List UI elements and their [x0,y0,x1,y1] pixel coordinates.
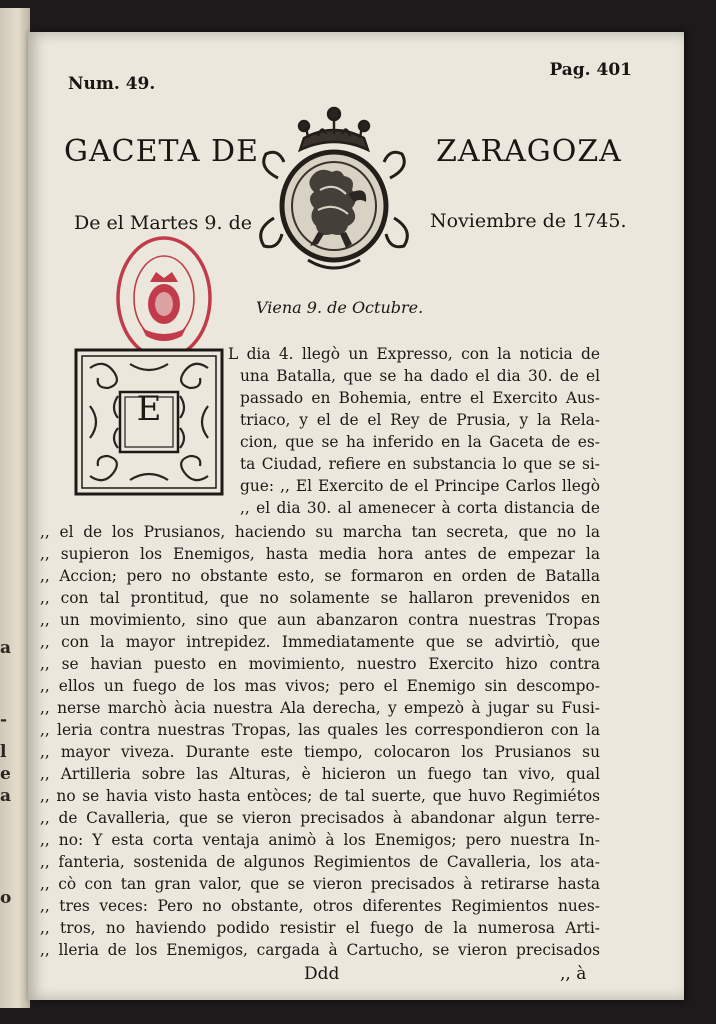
article-line: ,, cò con tan gran valor, que se vieron precisados à retirarse hasta [40,875,600,893]
article-line: ,, Accion; pero no obstante esto, se formaron en orden de Batalla [40,567,600,585]
issue-date-left: De el Martes 9. de [74,212,252,234]
article-line: ,, un movimiento, sino que aun abanzaron contra nuestras Tropas [40,611,600,629]
article-line: ,, el de los Prusianos, haciendo su marcha tan secreta, que no la [40,523,600,541]
article-line: ,, ellos un fuego de los mas vivos; pero el Enemigo sin descompo- [40,677,600,695]
article-line: una Batalla, que se ha dado el dia 30. de el [240,367,600,385]
article-line: ta Ciudad, refiere en substancia lo que se si- [240,455,600,473]
article-line: cion, que se ha inferido en la Gaceta de es- [240,433,600,451]
page-number: Pag. 401 [549,60,632,80]
article-line: triaco, y el de el Rey de Prusia, y la Rela- [240,411,600,429]
article-line: ,, fanteria, sostenida de algunos Regimientos de Cavalleria, los ata- [40,853,600,871]
article-line: ,, no se havia visto hasta entòces; de tal suerte, que huvo Regimiétos [40,787,600,805]
article-line: ,, tros, no haviendo podido resistir el fuego de la numerosa Arti- [40,919,600,937]
article-line: ,, no: Y esta corta ventaja animò à los Enemigos; pero nuestra In- [40,831,600,849]
article-line: passado en Bohemia, entre el Exercito Aus- [240,389,600,407]
left-page-fragment: a [0,786,12,806]
issue-number: Num. 49. [68,74,156,94]
article-line: gue: ,, El Exercito de el Principe Carlos llegò [240,477,600,495]
catchword: ,, à [560,964,587,984]
article-dateline: Viena 9. de Octubre. [256,298,424,317]
zaragoza-crest-icon [248,98,420,278]
article-line: ,, de Cavalleria, que se vieron precisados à abandonar algun terre- [40,809,600,827]
article-line: ,, con tal prontitud, que no solamente se hallaron prevenidos en [40,589,600,607]
left-page-fragment: o [0,888,12,908]
article-line: ,, leria contra nuestras Tropas, las quales les correspondieron con la [40,721,600,739]
article-line: ,, nerse marchò àcia nuestra Ala derecha, y empezò à jugar su Fusi- [40,699,600,717]
article-line: ,, mayor viveza. Durante este tiempo, colocaron los Prusianos su [40,743,600,761]
left-page-fragment: l [0,742,7,762]
issue-date-right: Noviembre de 1745. [430,210,627,232]
masthead-title-right: ZARAGOZA [436,134,622,169]
article-line: ,, tres veces: Pero no obstante, otros diferentes Regimientos nues- [40,897,600,915]
initial-letter: E [136,389,162,429]
signature-mark: Ddd [304,964,340,984]
article-line: L dia 4. llegò un Expresso, con la noticia de [228,345,600,363]
masthead-title-left: GACETA DE [64,134,260,169]
article-line: ,, lleria de los Enemigos, cargada à Cartucho, se vieron precisados [40,941,600,959]
newspaper-page [28,32,684,1000]
left-page-fragment: e [0,764,11,784]
article-line: ,, Artilleria sobre las Alturas, è hicieron un fuego tan vivo, qual [40,765,600,783]
left-page-fragment: a [0,638,12,658]
article-line: ,, el dia 30. al amenecer à corta distancia de [240,499,600,517]
article-line: ,, con la mayor intrepidez. Immediatamente que se advirtiò, que [40,633,600,651]
article-line: ,, supieron los Enemigos, hasta media hora antes de empezar la [40,545,600,563]
left-page-edge [0,8,30,1008]
library-stamp-icon [112,228,216,362]
article-line: ,, se havian puesto en movimiento, nuestro Exercito hizo contra [40,655,600,673]
left-page-fragment: - [0,710,8,730]
